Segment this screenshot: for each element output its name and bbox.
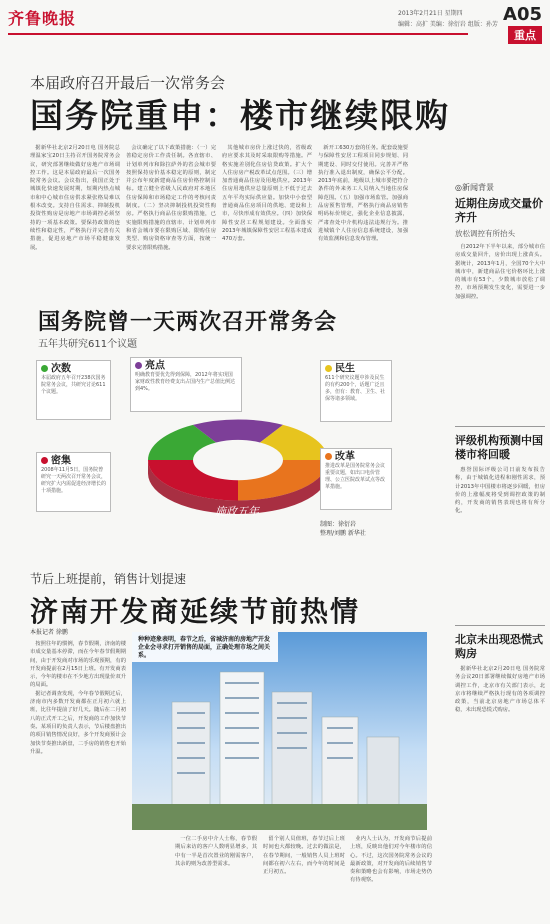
story2-column-3: 留个别人员值班，春节过后上班时间也大都较晚。过去的做法是，在春节期间，一般销售人员上班时间都在初六左右，而今年的时间是正月初五。 xyxy=(263,836,345,876)
newspaper-logo: 齐鲁晚报 xyxy=(8,9,77,28)
story1-column-3: 其他城市房价上涨过快的，省级政府应要求其及时采取限购等措施。严格实施差别化住房信贷政策。扩大个人住房房产税改革试点范围。（三）增加普通商品住房及用地供应。2013年住房用地供应总量原则上不低于过去五年平均实际供应量。加快中小套型普通商品住房项目的供地、建设和上市，尽快形成有效供应。（四）加快保障性安居工程规划建设。全面落实2013年城镇保障性安居工程基本建成470万套。 xyxy=(222,145,312,243)
ring-center-label: 施政五年 xyxy=(215,505,259,518)
graphic-credit: 制图：徐衍岩 xyxy=(320,521,357,528)
info-box-livelihood: 民生 611个研究议题中涉及民生的有约200个，话题广泛且多，但有：教育、卫生、社保等诸多领域。 xyxy=(320,360,392,422)
story2-column-2: 一位二手房中介人士称，春节假期后来访的客户人数明显增多，其中有一半是首次置业的刚需客户，其余的则为改善型需求。 xyxy=(175,836,257,867)
sidebar-tag-background: ◎新闻背景 xyxy=(455,183,494,192)
masthead xyxy=(0,0,550,40)
sidebar-divider-1 xyxy=(455,426,545,427)
sidebar-headline-1: 近期住房成交量价齐升 xyxy=(455,197,543,224)
yellow-dot-icon xyxy=(325,365,332,372)
masthead-rule xyxy=(8,33,468,35)
infographic-subtitle: 五年共研究611个议题 xyxy=(38,339,138,350)
sidebar-divider-2 xyxy=(455,625,545,626)
sidebar-text-2: 惠誉国际评级公司日前发布报告称，由于城镇化进程和刚性需求，预计2013年中国楼市将逐步回暖，但房价的上涨幅度将受到调控政策的制约，开发商的销售表现也将有所分化。 xyxy=(455,467,545,515)
page-number: A05 xyxy=(503,4,542,25)
story1-kicker: 本届政府召开最后一次常务会 xyxy=(30,74,226,92)
purple-dot-icon xyxy=(135,362,142,369)
info-box-highlight: 亮点 明确教育要优先得到保障，2012年将实现国家财政性教育经费支出占国内生产总值比例达到4%。 xyxy=(130,357,242,412)
orange-dot-icon xyxy=(325,453,332,460)
info-box-count: 次数 本届政府五年召开238次国务院常务会议，共研究讨论611个议题。 xyxy=(36,360,111,420)
story2-column-1: 按照往年的惯例，春节假期，济南的楼市成交量基本停滞，而在今年春节假期期间，由于开发商对市场的乐观预期，有的开发商提前在2月15日上班。有开发商表示，今年的楼市在不少地方出现量价双升的局面。 据记者调查发现，今年春节假期过后，济南市内多数开发商都在正月初六就上班，比往年提前了好几天。随后在二月初八的正式开工之后，开发商的工作加快节奏。某项目的负责人表示，节后楼盘推出的项目销售情况良好，多个开发商预计会加快节奏推出新盘，二手房的销售也开始升温。 xyxy=(30,641,126,755)
story2-byline: 本报记者 徐鹏 xyxy=(30,629,68,636)
infographic xyxy=(28,305,398,545)
green-dot-icon xyxy=(41,365,48,372)
sidebar-text-3: 据新华社北京2月20日电 国务院常务会议20日部署继续做好房地产市场调控工作，北京市有关部门表示，北京市将继续严格执行现有的各项调控政策，当前北京房地产市场总体平稳，未出现恐慌式购房。 xyxy=(455,666,545,714)
sidebar-subhead-1: 放松调控有所抬头 xyxy=(455,229,515,238)
story1-column-4: 新开工630万套的任务。配套设施要与保障性安居工程项目同步规划、同期建设、同时交付使用。完善并严格执行准入退出制度，确保公平分配。2013年底前，地级以上城市要把符合条件的外来务工人员纳入当地住房保障范围。（五）加强市场监管。加强商品房预售管理，严格执行商品房销售明码标价规定，强化企业信息披露，严肃查处中介机构违法违规行为。推进城镇个人住房信息系统建设，加强有效监测和信息发布管理。 xyxy=(318,145,408,243)
story2-column-4: 业内人士认为，开发商节后提前上班，反映出他们对今年楼市的信心。不过，这次国务院常务会议的最新政策，对开发商的后续销售节奏和策略也会有影响，市场走势仍有待观察。 xyxy=(350,836,432,884)
info-box-reform: 改革 推进改革是国务院常务会议重要议题，如出口电价管理、公立医院改革试点等改革措施。 xyxy=(320,448,392,510)
issue-date: 2013年2月21日 星期四 xyxy=(398,10,463,17)
source-credit: 整理/刘鹏 新华社 xyxy=(320,530,366,537)
sidebar-text-1: 自2012年下半年以来，部分城市住房成交量回升，房价出现上涨苗头。据统计，2013年1月，全国70个大中城市中，新建商品住宅价格环比上涨的城市有53个，少数城市放松了调控，市场预期发生变化，需要进一步加强调控。 xyxy=(455,244,545,300)
sidebar-headline-3: 北京未出现恐慌式购房 xyxy=(455,633,543,660)
info-box-intensive: 密集 2008年11月5日，国务院曾研究一天两次召开常务会议，研究扩大内需促进经济增长的十项措施。 xyxy=(36,452,111,512)
section-badge: 重点 xyxy=(508,26,542,44)
story1-headline: 国务院重申：楼市继续限购 xyxy=(30,96,450,135)
story1-column-1: 据新华社北京2月20日电 国务院总理温家宝20日主持召开国务院常务会议，研究部署继续做好房地产市场调控工作。这是本届政府最后一次国务院常务会议。会议指出，我国正处于城镇化快速发展时期，短期内热点城市和中心城市住房供求紧张格局难以根本改变。支持自住需求、抑制投机投资性购房是房地产市场调控必须坚持的一项基本政策。要保持政策的连续性和稳定性，严格执行并完善有关措施，促进房地产市场平稳健康发展。 xyxy=(30,145,120,251)
infographic-title: 国务院曾一天两次召开常务会 xyxy=(38,310,338,335)
editor-credits: 编辑：高扩 美编：徐衍岩 组版：孙芳 xyxy=(398,21,498,28)
story2-headline: 济南开发商延续节前热情 xyxy=(30,595,361,628)
sidebar-headline-2: 评级机构预测中国楼市将回暖 xyxy=(455,434,543,461)
red-dot-icon xyxy=(41,457,48,464)
story2-kicker: 节后上班提前，销售计划提速 xyxy=(30,572,187,586)
photo-caption: 种种迹象表明，春节之后，省城济南的房地产开发企业会寻求打开销售的局面，正确处理市场之间关系。 xyxy=(132,632,278,662)
story1-column-2: 会议确定了以下政策措施：（一）完善稳定房价工作责任制。各直辖市、计划单列市和除拉萨外的省会城市要按照保持房价基本稳定的原则，制定并公布年度新建商品住房价格控制目标。建立健全省级人民政府对本地区住房保障和市场稳定工作的考核问责制度。（二）坚决抑制投机投资性购房。严格执行商品住房限购措施，已实施限购措施的直辖市、计划单列市和省会城市要在限购区域、限购住房类型、购房资格审查等方面，按统一要求完善限购措施。 xyxy=(126,145,216,251)
